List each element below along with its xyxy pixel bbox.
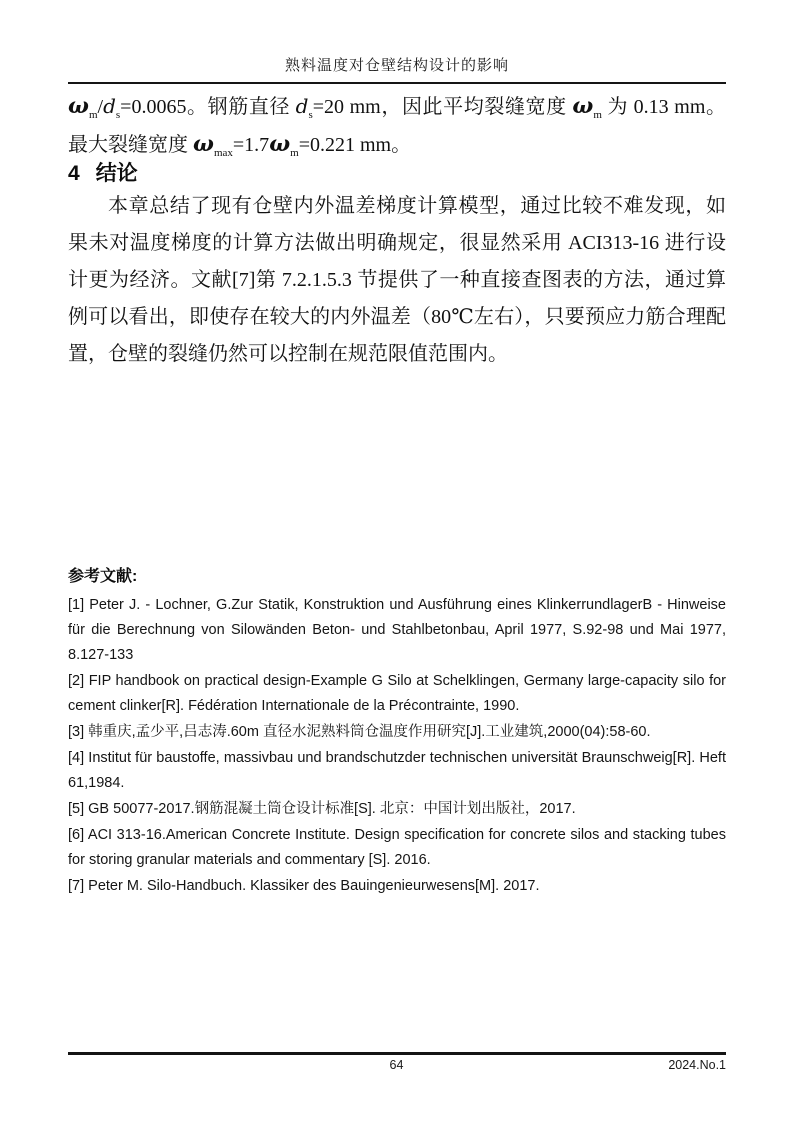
variable-d: d — [295, 94, 309, 118]
references-section — [68, 564, 726, 900]
subscript-m: m — [593, 109, 602, 121]
formula-text-4: =1.7 — [232, 134, 270, 156]
reference-item-7: [7] Peter M. Silo-Handbuch. Klassiker des Bauingenieurwesens[M]. 2017. — [68, 878, 540, 894]
reference-item-3: [3] 韩重庆,孟少平,吕志涛.60m 直径水泥熟料筒仓温度作用研究[J].工业建筑,2000(04):58-60. — [68, 724, 651, 740]
reference-item-1: [1] Peter J. - Lochner, G.Zur Statik, Konstruktion und Ausführung eines KlinkerrundlagerB - Hinweise für die Berechnung von Silowänden Beton- und Stahlbetonbau, April 1977, S.92-98 und Mai 1977, 8.127-133 — [68, 597, 726, 663]
subscript-s: s — [308, 109, 313, 121]
footer-rule — [68, 1052, 726, 1055]
section-title: 结论 — [95, 162, 138, 185]
subscript-max: max — [213, 147, 233, 159]
reference-item-6: [6] ACI 313-16.American Concrete Institute. Design specification for concrete silos and stacking tubes for storing granular materials and commentary [S]. 2016. — [68, 827, 726, 868]
formula-text-1: =0.0065。钢筋直径 — [120, 96, 296, 118]
footer-page-number: 64 — [389, 1058, 404, 1072]
reference-item-2: [2] FIP handbook on practical design-Example G Silo at Schelklingen, Germany large-capacity silo for cement clinker[R]. Fédération Internationale de la Précontrainte, 1990. — [68, 673, 726, 714]
footer-issue-label: 2024.No.1 — [668, 1058, 726, 1072]
omega-symbol: ω — [269, 131, 291, 157]
conclusion-paragraph: 本章总结了现有仓壁内外温差梯度计算模型，通过比较不难发现，如果未对温度梯度的计算方法做出明确规定，很显然采用 ACI313-16 进行设计更为经济。文献[7]第 7.2.1.5.3 节提供了一种直接查图表的方法，通过算例可以看出，即使存在较大的内外温差（80℃左右），只要预应力筋合理配置，仓壁的裂缝仍然可以控制在规范限值范围内。 — [68, 195, 726, 365]
header-rule — [68, 82, 726, 84]
omega-symbol: ω — [572, 93, 594, 119]
reference-item-5: [5] GB 50077-2017.钢筋混凝土筒仓设计标准[S]. 北京：中国计划出版社，2017. — [68, 801, 576, 817]
subscript-s: s — [115, 109, 121, 121]
formula-text-5: =0.221 mm。 — [298, 134, 412, 156]
formula-slash: / — [97, 96, 104, 118]
omega-symbol: ω — [193, 131, 214, 157]
omega-symbol: ω — [68, 93, 89, 119]
formula-paragraph — [68, 88, 726, 164]
section-number: 4 — [68, 162, 80, 185]
formula-text-3: 为 0.13 mm。最大裂缝宽度 — [68, 96, 726, 156]
reference-item-4: [4] Institut für baustoffe, massivbau und brandschutzder technischen universität Braunschweig[R]. Heft 61,1984. — [68, 750, 726, 791]
subscript-m: m — [290, 147, 299, 159]
section-heading-conclusion — [68, 157, 138, 187]
running-head-title: 熟料温度对仓壁结构设计的影响 — [284, 58, 509, 74]
variable-d: d — [103, 94, 116, 118]
subscript-m: m — [88, 109, 98, 121]
formula-text-2: =20 mm，因此平均裂缝宽度 — [312, 96, 573, 118]
references-heading: 参考文献: — [68, 568, 138, 585]
